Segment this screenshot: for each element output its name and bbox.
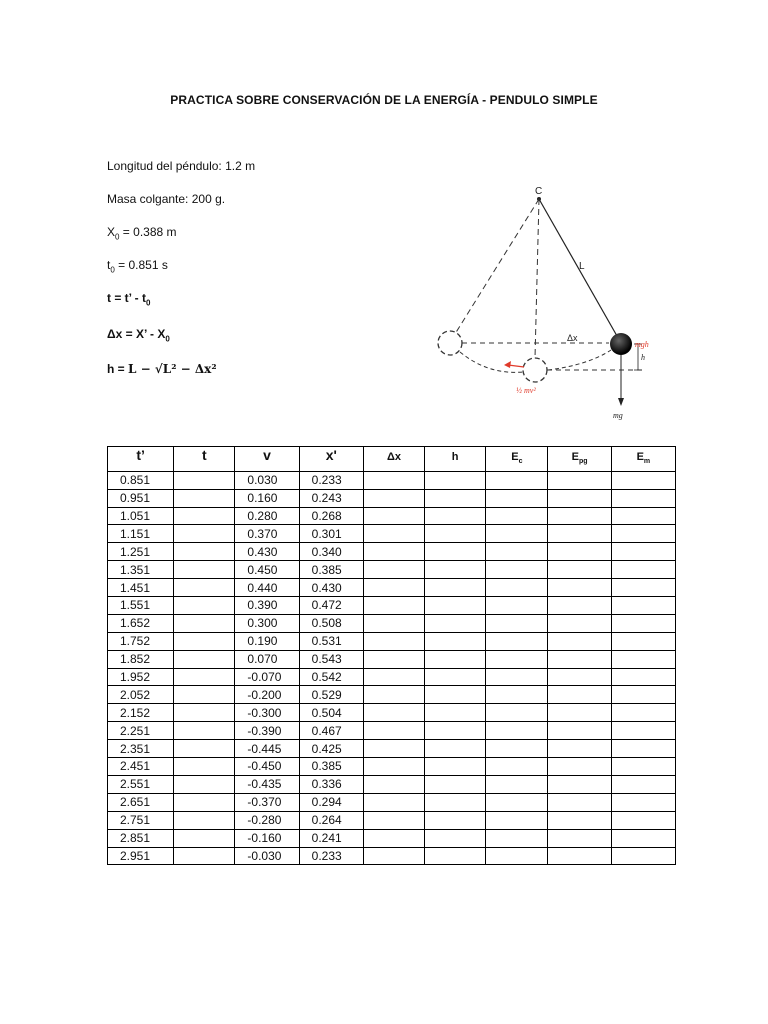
column-header: v (235, 447, 299, 472)
table-cell (425, 561, 486, 579)
pivot-label: C (535, 186, 543, 197)
table-cell (363, 758, 424, 776)
table-cell (486, 632, 548, 650)
table-cell: 0.430 (235, 543, 299, 561)
table-row (108, 811, 676, 829)
table-cell: 1.752 (108, 632, 174, 650)
pendulum-length: Longitud del péndulo: 1.2 m (107, 159, 256, 173)
table-cell: -0.200 (235, 686, 299, 704)
table-cell (425, 740, 486, 758)
swing-arc-left (460, 352, 523, 372)
table-cell (611, 758, 675, 776)
table-row (108, 722, 676, 740)
table-cell: 2.851 (108, 829, 174, 847)
t0-symbol: t (107, 258, 111, 272)
table-cell (425, 489, 486, 507)
table-row (108, 758, 676, 776)
table-cell (363, 704, 424, 722)
table-cell: 0.294 (299, 793, 363, 811)
table-cell (548, 686, 611, 704)
column-header: t’ (108, 447, 174, 472)
table-cell (425, 525, 486, 543)
table-cell (611, 597, 675, 615)
x0-symbol: X (107, 225, 116, 239)
table-cell (174, 811, 235, 829)
table-cell (611, 525, 675, 543)
bottom-ball-outline (523, 358, 547, 382)
x0-value: = 0.388 m (119, 225, 177, 239)
table-cell (548, 471, 611, 489)
table-cell: 0.430 (299, 579, 363, 597)
table-cell: 0.243 (299, 489, 363, 507)
table-cell (425, 579, 486, 597)
table-cell (363, 471, 424, 489)
table-cell: 0.504 (299, 704, 363, 722)
table-cell: 0.425 (299, 740, 363, 758)
table-row (108, 668, 676, 686)
table-cell: 0.529 (299, 686, 363, 704)
table-cell (611, 811, 675, 829)
table-cell (611, 507, 675, 525)
table-cell: 0.301 (299, 525, 363, 543)
table-cell (548, 758, 611, 776)
table-cell: 2.152 (108, 704, 174, 722)
table-cell: 0.543 (299, 650, 363, 668)
weight-label: mg (613, 411, 623, 420)
table-cell: 0.268 (299, 507, 363, 525)
table-cell (425, 847, 486, 865)
column-header: $E_c$ (486, 447, 548, 472)
table-row (108, 740, 676, 758)
t0-value: = 0.851 s (114, 258, 168, 272)
table-cell (174, 668, 235, 686)
table-row (108, 471, 676, 489)
table-cell (363, 597, 424, 615)
column-header: x' (299, 447, 363, 472)
table-cell (548, 811, 611, 829)
table-cell (611, 686, 675, 704)
time-formula-main: t = t’ - t (107, 291, 146, 305)
hanging-mass: Masa colgante: 200 g. (107, 192, 226, 206)
table-cell (486, 489, 548, 507)
table-cell (611, 847, 675, 865)
table-cell: 1.251 (108, 543, 174, 561)
table-cell: 0.851 (108, 471, 174, 489)
table-row (108, 793, 676, 811)
table-cell (174, 561, 235, 579)
weight-arrowhead (618, 398, 624, 406)
table-cell (486, 543, 548, 561)
table-cell (548, 632, 611, 650)
table-row (108, 579, 676, 597)
table-cell (548, 775, 611, 793)
table-cell: 0.385 (299, 758, 363, 776)
table-cell: 0.190 (235, 632, 299, 650)
table-cell (486, 829, 548, 847)
table-cell (486, 722, 548, 740)
table-cell (363, 543, 424, 561)
table-cell: -0.070 (235, 668, 299, 686)
table-row (108, 489, 676, 507)
table-cell (363, 847, 424, 865)
table-cell (548, 650, 611, 668)
table-cell (611, 668, 675, 686)
table-cell: 0.450 (235, 561, 299, 579)
table-cell: 1.051 (108, 507, 174, 525)
table-cell (174, 847, 235, 865)
table-cell (425, 829, 486, 847)
displacement-label: Δx (567, 333, 578, 343)
table-cell (486, 579, 548, 597)
length-label: L (579, 261, 585, 272)
table-cell (363, 722, 424, 740)
table-cell: 0.542 (299, 668, 363, 686)
column-header: $E_m$ (611, 447, 675, 472)
table-cell (486, 525, 548, 543)
table-cell (486, 561, 548, 579)
table-cell (548, 507, 611, 525)
data-table (107, 446, 676, 865)
column-header: Δx (363, 447, 424, 472)
table-cell: 2.751 (108, 811, 174, 829)
table-cell (363, 793, 424, 811)
table-cell (425, 811, 486, 829)
table-cell: -0.280 (235, 811, 299, 829)
table-cell (363, 686, 424, 704)
table-cell (486, 811, 548, 829)
table-cell (363, 561, 424, 579)
table-row (108, 543, 676, 561)
displacement-formula (107, 327, 170, 343)
pendulum-bob (610, 333, 632, 355)
table-cell (174, 740, 235, 758)
velocity-arrowhead (504, 361, 511, 368)
table-cell (363, 811, 424, 829)
left-ball-outline (438, 331, 462, 355)
x0-subscript: 0 (115, 232, 120, 242)
table-cell (548, 561, 611, 579)
column-header: $E_{pg}$ (548, 447, 611, 472)
table-cell: -0.300 (235, 704, 299, 722)
table-cell (486, 775, 548, 793)
table-cell (548, 597, 611, 615)
table-cell: 0.370 (235, 525, 299, 543)
table-cell (548, 740, 611, 758)
table-row (108, 561, 676, 579)
dashed-string-center (535, 199, 539, 358)
table-cell: 1.151 (108, 525, 174, 543)
table-row (108, 525, 676, 543)
table-cell: -0.450 (235, 758, 299, 776)
table-cell: 2.551 (108, 775, 174, 793)
table-row (108, 507, 676, 525)
table-cell (425, 668, 486, 686)
table-cell (611, 614, 675, 632)
table-cell (425, 775, 486, 793)
table-cell: 0.467 (299, 722, 363, 740)
table-cell (486, 614, 548, 632)
table-cell: 0.070 (235, 650, 299, 668)
table-cell (174, 579, 235, 597)
column-header: t (174, 447, 235, 472)
table-cell (548, 579, 611, 597)
table-cell (611, 829, 675, 847)
table-row (108, 614, 676, 632)
table-cell (611, 489, 675, 507)
dashed-string-left (450, 199, 539, 342)
table-cell (174, 597, 235, 615)
table-cell (548, 847, 611, 865)
table-cell: 2.951 (108, 847, 174, 865)
table-cell: 1.652 (108, 614, 174, 632)
table-cell: -0.435 (235, 775, 299, 793)
table-cell: 1.351 (108, 561, 174, 579)
table-cell (548, 829, 611, 847)
table-cell (548, 722, 611, 740)
table-cell: 2.052 (108, 686, 174, 704)
table-cell (363, 650, 424, 668)
table-cell (363, 740, 424, 758)
table-cell (174, 489, 235, 507)
height-formula (107, 362, 217, 376)
table-row (108, 686, 676, 704)
table-cell (425, 758, 486, 776)
table-cell (174, 758, 235, 776)
table-cell: 0.264 (299, 811, 363, 829)
table-cell (548, 704, 611, 722)
table-body (108, 471, 676, 865)
table-cell (486, 740, 548, 758)
table-cell: -0.445 (235, 740, 299, 758)
table-cell (611, 740, 675, 758)
table-cell (425, 543, 486, 561)
table-cell (425, 597, 486, 615)
table-cell: 2.251 (108, 722, 174, 740)
table-cell: 0.280 (235, 507, 299, 525)
table-cell (425, 704, 486, 722)
table-cell (548, 668, 611, 686)
potential-energy-label: mgh (635, 340, 649, 349)
table-cell: 1.852 (108, 650, 174, 668)
table-cell (174, 632, 235, 650)
table-cell (425, 793, 486, 811)
table-cell (425, 614, 486, 632)
kinetic-energy-label: ½ mv² (516, 386, 536, 395)
swing-arc-right (548, 350, 611, 370)
table-cell: 0.390 (235, 597, 299, 615)
table-cell (174, 722, 235, 740)
table-cell (425, 471, 486, 489)
table-cell (363, 668, 424, 686)
table-cell: 0.340 (299, 543, 363, 561)
table-cell (174, 525, 235, 543)
table-row (108, 632, 676, 650)
table-cell (548, 525, 611, 543)
t0-subscript: 0 (110, 265, 115, 275)
table-cell: 0.440 (235, 579, 299, 597)
table-cell: 0.233 (299, 471, 363, 489)
table-cell (611, 650, 675, 668)
table-cell: 0.508 (299, 614, 363, 632)
time-formula (107, 291, 150, 307)
table-cell (611, 632, 675, 650)
table-cell: 2.451 (108, 758, 174, 776)
table-cell (611, 471, 675, 489)
table-cell: 0.233 (299, 847, 363, 865)
table-cell (611, 543, 675, 561)
table-header-row (108, 447, 676, 472)
table-cell (174, 704, 235, 722)
table-cell (548, 793, 611, 811)
table-cell: 2.651 (108, 793, 174, 811)
table-cell (425, 650, 486, 668)
table-cell (174, 471, 235, 489)
table-row (108, 650, 676, 668)
table-cell (548, 543, 611, 561)
table-cell: 0.472 (299, 597, 363, 615)
table-cell: -0.030 (235, 847, 299, 865)
table-cell: 1.451 (108, 579, 174, 597)
table-cell: 2.351 (108, 740, 174, 758)
table-cell (425, 722, 486, 740)
table-cell (425, 507, 486, 525)
table-cell (363, 775, 424, 793)
table-cell: -0.370 (235, 793, 299, 811)
table-cell (363, 614, 424, 632)
table-cell: 0.030 (235, 471, 299, 489)
table-row (108, 704, 676, 722)
table-cell (363, 632, 424, 650)
table-cell (174, 793, 235, 811)
table-cell (611, 579, 675, 597)
table-cell (486, 758, 548, 776)
table-cell (486, 650, 548, 668)
table-cell: 0.336 (299, 775, 363, 793)
displacement-formula-main: Δx = X’ - X (107, 327, 166, 341)
table-cell (363, 829, 424, 847)
height-formula-expression: L − √L² − Δx² (128, 362, 217, 376)
table-cell (486, 597, 548, 615)
displacement-formula-subscript: 0 (165, 334, 170, 344)
table-cell: 0.241 (299, 829, 363, 847)
height-label: h (641, 353, 645, 362)
table-cell (174, 650, 235, 668)
table-row (108, 597, 676, 615)
table-cell (174, 829, 235, 847)
table-cell (486, 471, 548, 489)
table-cell: -0.160 (235, 829, 299, 847)
table-cell (486, 668, 548, 686)
table-cell (174, 614, 235, 632)
table-cell (486, 704, 548, 722)
table-cell (425, 686, 486, 704)
table-cell: 0.385 (299, 561, 363, 579)
table-cell (548, 489, 611, 507)
table-cell (611, 793, 675, 811)
table-cell (611, 561, 675, 579)
table-cell: 1.952 (108, 668, 174, 686)
column-header: h (425, 447, 486, 472)
table-cell (486, 686, 548, 704)
table-cell (363, 489, 424, 507)
pendulum-diagram (428, 180, 688, 420)
table-cell: 0.951 (108, 489, 174, 507)
table-cell (611, 722, 675, 740)
table-cell (611, 775, 675, 793)
table-cell (174, 507, 235, 525)
table-cell (486, 793, 548, 811)
table-row (108, 775, 676, 793)
table-cell: 0.300 (235, 614, 299, 632)
table-cell (363, 579, 424, 597)
table-cell (486, 847, 548, 865)
height-formula-prefix: h = (107, 362, 129, 376)
table-cell (611, 704, 675, 722)
initial-position (107, 225, 177, 241)
table-cell: 1.551 (108, 597, 174, 615)
table-row (108, 829, 676, 847)
table-cell (548, 614, 611, 632)
table-cell (486, 507, 548, 525)
table-row (108, 847, 676, 865)
velocity-arrow (508, 365, 524, 367)
table-cell (174, 775, 235, 793)
page-title: PRACTICA SOBRE CONSERVACIÓN DE LA ENERGÍA - PENDULO SIMPLE (170, 93, 598, 107)
table-cell (363, 507, 424, 525)
table-cell (174, 543, 235, 561)
table-cell: 0.531 (299, 632, 363, 650)
table-cell: -0.390 (235, 722, 299, 740)
time-formula-subscript: 0 (146, 298, 151, 308)
initial-time (107, 258, 168, 274)
table-cell (363, 525, 424, 543)
table-cell: 0.160 (235, 489, 299, 507)
table-cell (425, 632, 486, 650)
table-cell (174, 686, 235, 704)
